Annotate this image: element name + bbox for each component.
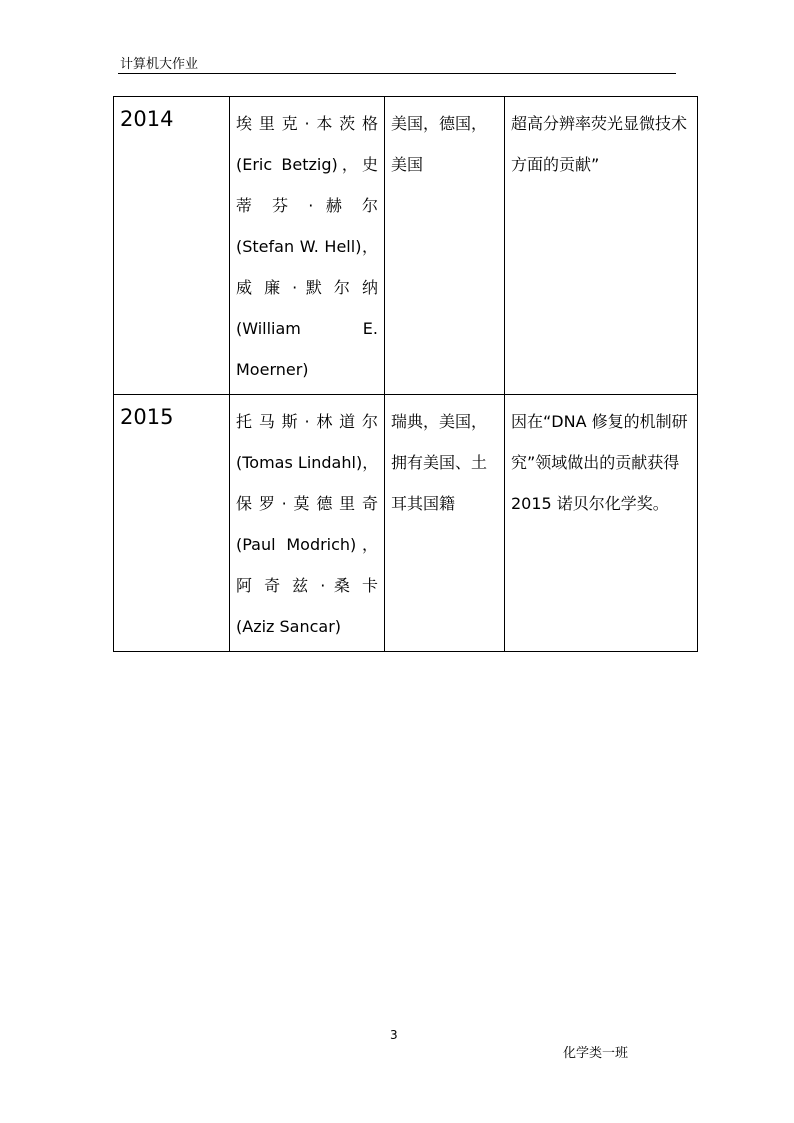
laureate-line: (Aziz Sancar) bbox=[236, 617, 342, 636]
laureate-line: Moerner) bbox=[236, 360, 309, 379]
laureate-line: (William E. bbox=[236, 319, 378, 338]
nationality-cell: 美国，德国，美国 bbox=[385, 97, 505, 395]
laureates-cell bbox=[230, 395, 385, 652]
laureate-line: 蒂 芬 · 赫 尔 bbox=[236, 196, 378, 215]
page-number: 3 bbox=[390, 1028, 398, 1042]
laureate-line: 保罗·莫德里奇 bbox=[236, 494, 378, 513]
contribution-cell: 超高分辨率荧光显微技术方面的贡献” bbox=[505, 97, 698, 395]
laureate-line: 威 廉 · 默 尔 纳 bbox=[236, 278, 378, 297]
year-cell: 2015 bbox=[114, 395, 230, 652]
nationality-cell: 瑞典，美国，拥有美国、土耳其国籍 bbox=[385, 395, 505, 652]
document-header-title: 计算机大作业 bbox=[120, 57, 199, 72]
year-cell: 2014 bbox=[114, 97, 230, 395]
footer-class-name: 化学类一班 bbox=[563, 1046, 629, 1061]
laureates-cell bbox=[230, 97, 385, 395]
laureate-line: (Eric Betzig)，史 bbox=[236, 155, 378, 174]
laureate-line: (Stefan W. Hell)， bbox=[236, 237, 378, 256]
laureate-line: (Paul Modrich)， bbox=[236, 535, 378, 554]
laureate-line: 埃里克·本茨格 bbox=[236, 114, 378, 133]
table-row-2014 bbox=[114, 97, 698, 395]
laureate-line: (Tomas Lindahl)， bbox=[236, 453, 378, 472]
laureate-line: 阿 奇 兹 · 桑 卡 bbox=[236, 576, 378, 595]
table-row-2015 bbox=[114, 395, 698, 652]
laureate-line: 托马斯·林道尔 bbox=[236, 412, 378, 431]
contribution-cell: 因在“DNA 修复的机制研究”领域做出的贡献获得 2015 诺贝尔化学奖。 bbox=[505, 395, 698, 652]
nobel-laureates-table bbox=[113, 96, 698, 652]
header-divider bbox=[118, 73, 676, 74]
